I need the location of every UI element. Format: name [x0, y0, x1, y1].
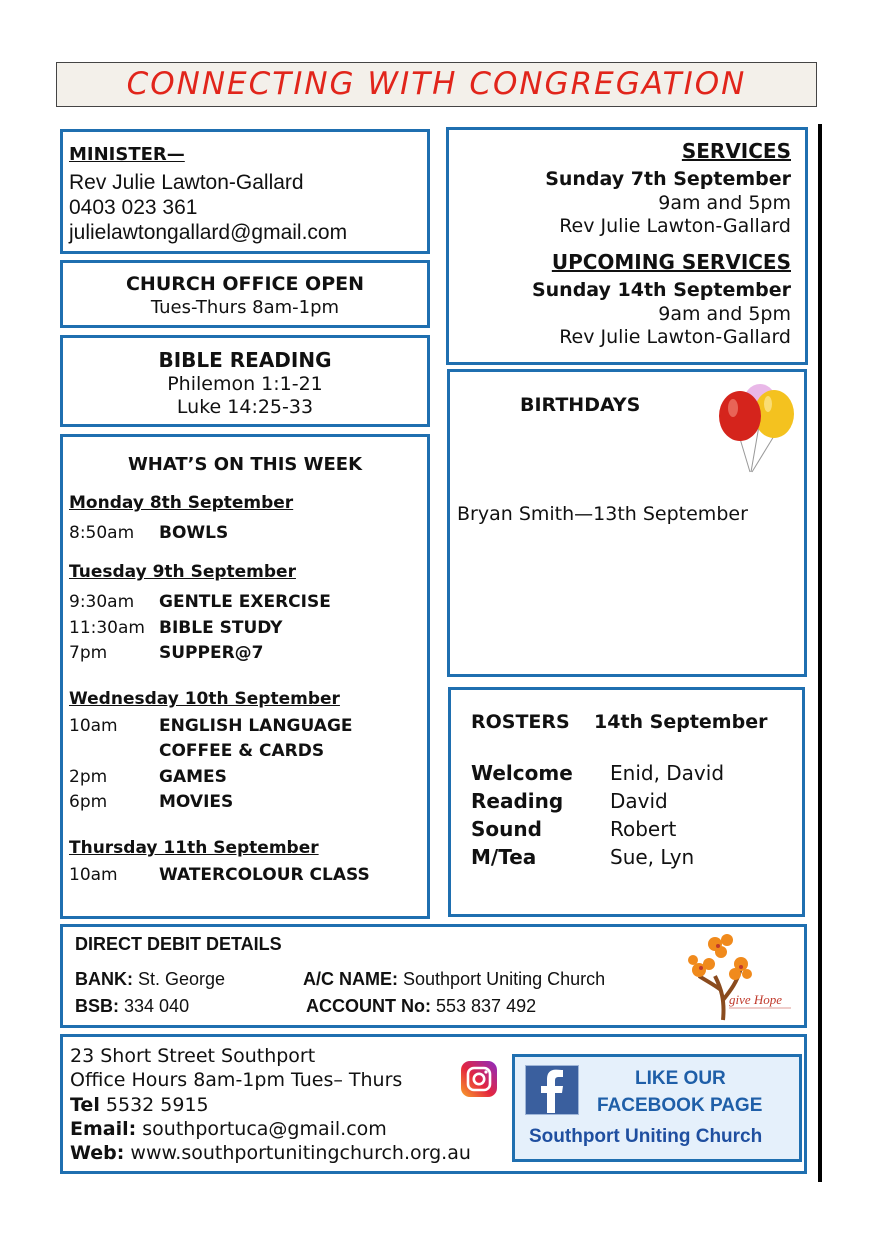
bsb-line	[75, 996, 189, 1017]
facebook-line2: FACEBOOK PAGE	[597, 1095, 763, 1116]
roster-names: Sue, Lyn	[610, 845, 695, 869]
event-time: 11:30am	[69, 618, 145, 638]
whats-on-heading: WHAT’S ON THIS WEEK	[127, 454, 363, 475]
facebook-icon[interactable]	[525, 1065, 579, 1115]
bank-value: St. George	[138, 969, 226, 989]
email-value[interactable]: southportuca@gmail.com	[142, 1118, 387, 1140]
minister-phone: 0403 023 361	[69, 196, 198, 219]
bank-line	[75, 969, 225, 990]
facebook-line1: LIKE OUR	[635, 1068, 726, 1089]
email	[70, 1118, 387, 1140]
event-time: 10am	[69, 865, 118, 885]
account-name-line	[303, 969, 605, 990]
event-time: 2pm	[69, 767, 108, 787]
give-hope-logo-icon	[685, 930, 795, 1025]
bank-label: BANK:	[75, 969, 133, 989]
instagram-icon[interactable]	[460, 1060, 498, 1098]
bsb-label: BSB:	[75, 996, 119, 1016]
contact-box	[60, 1034, 807, 1174]
services-heading: SERVICES	[681, 139, 791, 163]
rosters-box	[448, 687, 805, 917]
day-heading: Tuesday 9th September	[69, 562, 296, 582]
event-name: WATERCOLOUR CLASS	[159, 865, 370, 885]
roster-names: Enid, David	[610, 761, 725, 785]
rosters-heading: ROSTERS	[471, 711, 570, 733]
service-times: 9am and 5pm	[658, 192, 791, 214]
roster-role: Reading	[471, 789, 564, 813]
event-name: BOWLS	[159, 523, 229, 543]
event-name: GENTLE EXERCISE	[159, 592, 331, 612]
direct-debit-heading: DIRECT DEBIT DETAILS	[75, 934, 282, 954]
upcoming-service-minister: Rev Julie Lawton-Gallard	[559, 326, 791, 348]
account-name-value: Southport Uniting Church	[403, 969, 606, 989]
day-heading: Thursday 11th September	[69, 838, 319, 858]
bible-reading-box	[60, 335, 430, 427]
account-number-label: ACCOUNT No:	[306, 996, 431, 1016]
roster-role: Sound	[471, 817, 542, 841]
birthdays-heading: BIRTHDAYS	[520, 394, 641, 416]
day-heading: Wednesday 10th September	[69, 689, 340, 709]
church-office-hours: Tues-Thurs 8am-1pm	[150, 297, 340, 318]
minister-email[interactable]: julielawtongallard@gmail.com	[69, 221, 348, 244]
event-name: ENGLISH LANGUAGE	[159, 716, 353, 736]
event-name: GAMES	[159, 767, 227, 787]
roster-role: M/Tea	[471, 845, 537, 869]
bible-reading-2: Luke 14:25-33	[176, 396, 314, 418]
web-label: Web:	[70, 1142, 125, 1164]
web-value[interactable]: www.southportunitingchurch.org.au	[130, 1142, 471, 1164]
balloons-icon	[714, 380, 800, 476]
minister-heading: MINISTER—	[69, 144, 185, 165]
right-divider-line	[818, 124, 822, 1182]
service-minister: Rev Julie Lawton-Gallard	[559, 215, 791, 237]
services-box	[446, 127, 808, 365]
tel-label: Tel	[70, 1094, 100, 1116]
event-name: COFFEE & CARDS	[159, 741, 325, 761]
whats-on-box	[60, 434, 430, 919]
website	[70, 1142, 471, 1164]
day-heading: Monday 8th September	[69, 493, 294, 513]
event-name: SUPPER@7	[159, 643, 264, 663]
facebook-page-name: Southport Uniting Church	[529, 1126, 763, 1147]
bsb-value: 334 040	[124, 996, 190, 1016]
page-title-box	[56, 62, 817, 107]
event-time: 7pm	[69, 643, 108, 663]
page-title: CONNECTING WITH CONGREGATION	[126, 66, 747, 102]
address: 23 Short Street Southport	[70, 1045, 316, 1067]
bible-reading-heading: BIBLE READING	[158, 348, 332, 372]
birthday-entry: Bryan Smith—13th September	[457, 503, 748, 525]
service-date: Sunday 7th September	[545, 168, 791, 190]
upcoming-service-times: 9am and 5pm	[658, 303, 791, 325]
minister-box	[60, 129, 430, 254]
event-time: 9:30am	[69, 592, 135, 612]
upcoming-service-date: Sunday 14th September	[531, 279, 791, 301]
account-name-label: A/C NAME:	[303, 969, 398, 989]
upcoming-services-heading: UPCOMING SERVICES	[551, 250, 791, 274]
tel-value: 5532 5915	[105, 1094, 209, 1116]
email-label: Email:	[70, 1118, 137, 1140]
event-time: 8:50am	[69, 523, 135, 543]
direct-debit-box	[60, 924, 807, 1028]
give-hope-logo-text: give Hope	[729, 992, 783, 1007]
roster-names: Robert	[610, 817, 677, 841]
office-hours: Office Hours 8am-1pm Tues– Thurs	[70, 1069, 403, 1091]
rosters-date: 14th September	[594, 711, 768, 733]
event-name: MOVIES	[159, 792, 234, 812]
account-number-value: 553 837 492	[436, 996, 537, 1016]
event-time: 6pm	[69, 792, 108, 812]
bible-reading-1: Philemon 1:1-21	[167, 373, 323, 395]
event-time: 10am	[69, 716, 118, 736]
church-office-heading: CHURCH OFFICE OPEN	[125, 273, 365, 295]
church-office-box	[60, 260, 430, 328]
telephone	[70, 1094, 209, 1116]
roster-role: Welcome	[471, 761, 573, 785]
account-number-line	[306, 996, 536, 1017]
roster-names: David	[610, 789, 668, 813]
facebook-panel[interactable]	[512, 1054, 802, 1162]
minister-name: Rev Julie Lawton-Gallard	[69, 171, 304, 194]
birthdays-box	[447, 369, 807, 677]
event-name: BIBLE STUDY	[159, 618, 283, 638]
